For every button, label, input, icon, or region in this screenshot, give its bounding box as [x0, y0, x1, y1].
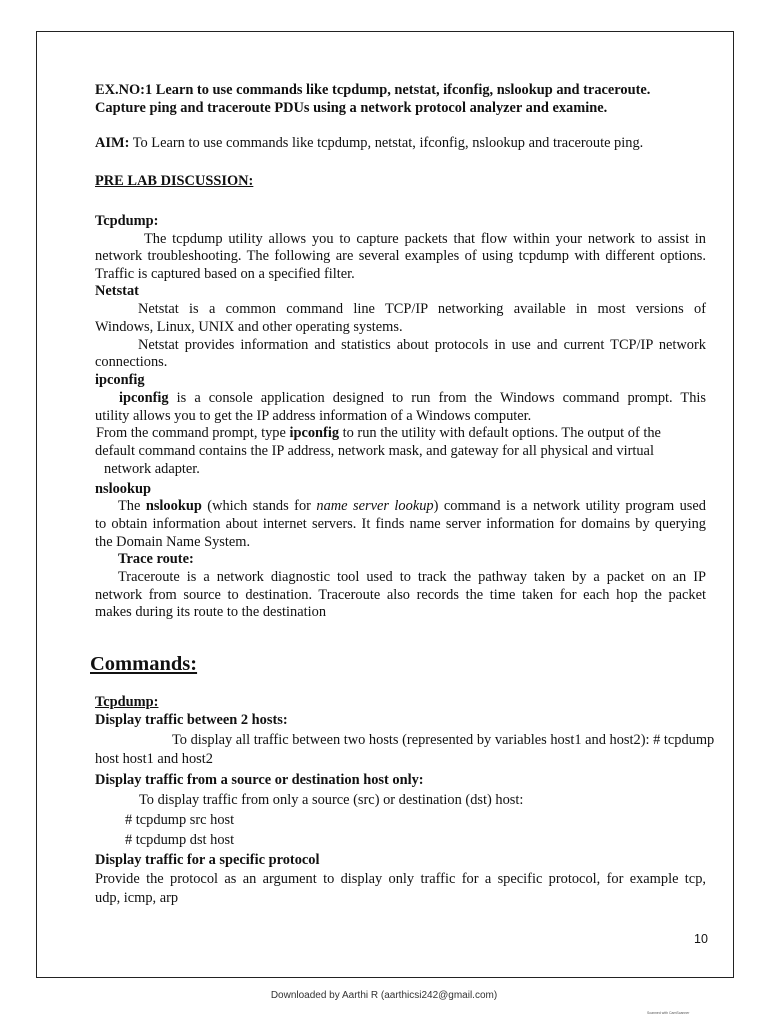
exercise-title-line1: EX.NO:1 Learn to use commands like tcpdump, netstat, ifconfig, nslookup and traceroute. [95, 82, 651, 98]
ipconfig-text: From the command prompt, type [96, 425, 290, 441]
nslookup-bold: nslookup [145, 498, 202, 514]
ipconfig-text-line [96, 424, 661, 442]
commands-tcpdump-heading: Tcpdump: [95, 694, 159, 710]
ipconfig-text-line [119, 389, 706, 407]
commands-heading: Commands: [90, 653, 198, 675]
netstat-text-line: connections. [95, 354, 168, 370]
subheading-source-destination: Display traffic from a source or destination host only: [95, 772, 424, 788]
tcpdump-text-line: network troubleshooting. The following are several examples of using tcpdump with different options. [95, 248, 706, 264]
ipconfig-heading: ipconfig [95, 372, 145, 388]
subheading-specific-protocol: Display traffic for a specific protocol [95, 852, 320, 868]
ipconfig-text-line: default command contains the IP address, network mask, and gateway for all physical and virtual [95, 443, 654, 459]
aim-text: To Learn to use commands like tcpdump, netstat, ifconfig, nslookup and traceroute ping. [129, 135, 644, 151]
command-text-line: To display traffic from only a source (src) or destination (dst) host: [139, 792, 524, 808]
nslookup-text-line: the Domain Name System. [95, 534, 251, 550]
traceroute-text-line: Traceroute is a network diagnostic tool used to track the pathway taken by a packet on an IP [118, 569, 706, 585]
ipconfig-bold: ipconfig [289, 425, 340, 441]
traceroute-text-line: makes during its route to the destination [95, 604, 327, 620]
netstat-text-line: Netstat provides information and statistics about protocols in use and current TCP/IP network [138, 337, 706, 353]
nslookup-text: The [118, 498, 146, 514]
traceroute-text-line: network from source to destination. Traceroute also records the time taken for each hop the packet [95, 587, 706, 603]
scanner-stamp: Scanned with CamScanner [647, 1011, 690, 1015]
prelab-heading: PRE LAB DISCUSSION: [95, 173, 254, 189]
nslookup-text-line: to obtain information about internet servers. It finds name server information for domains by querying [95, 516, 706, 532]
nslookup-text: ) command is a network utility program used [433, 498, 706, 514]
ipconfig-bold: ipconfig [119, 390, 169, 406]
command-text-line: host host1 and host2 [95, 751, 213, 767]
tcpdump-text-line: The tcpdump utility allows you to capture packets that flow within your network to assist in [144, 231, 706, 247]
nslookup-text: (which stands for [201, 498, 317, 514]
tcpdump-text-line: Traffic is captured based on a specified filter. [95, 266, 355, 282]
command-example: # tcpdump dst host [125, 832, 235, 848]
nslookup-italic: name server lookup [316, 498, 434, 514]
netstat-text-line: Windows, Linux, UNIX and other operating systems. [95, 319, 403, 335]
command-text-line: udp, icmp, arp [95, 890, 179, 906]
subheading-traffic-between-hosts: Display traffic between 2 hosts: [95, 712, 288, 728]
netstat-heading: Netstat [95, 283, 139, 299]
command-text-line: Provide the protocol as an argument to display only traffic for a specific protocol, for example tcp, [95, 871, 706, 887]
ipconfig-text-line: network adapter. [104, 461, 200, 477]
traceroute-heading: Trace route: [118, 551, 194, 567]
netstat-text-line: Netstat is a common command line TCP/IP networking available in most versions of [138, 301, 706, 317]
command-example: # tcpdump src host [125, 812, 235, 828]
download-footer: Downloaded by Aarthi R (aarthicsi242@gmail.com) [270, 990, 498, 1001]
aim-label: AIM: [95, 135, 130, 151]
exercise-title-line2: Capture ping and traceroute PDUs using a network protocol analyzer and examine. [95, 100, 608, 116]
page-number: 10 [694, 932, 708, 946]
nslookup-text-line [118, 497, 706, 515]
tcpdump-heading: Tcpdump: [95, 213, 159, 229]
command-text-line: To display all traffic between two hosts (represented by variables host1 and host2): # tcpdump [172, 732, 715, 748]
ipconfig-text: is a console application designed to run from the Windows command prompt. This [168, 390, 706, 406]
ipconfig-text: to run the utility with default options. The output of the [339, 425, 661, 441]
aim-paragraph [95, 134, 643, 152]
nslookup-heading: nslookup [95, 481, 152, 497]
ipconfig-text-line: utility allows you to get the IP address information of a Windows computer. [95, 408, 532, 424]
